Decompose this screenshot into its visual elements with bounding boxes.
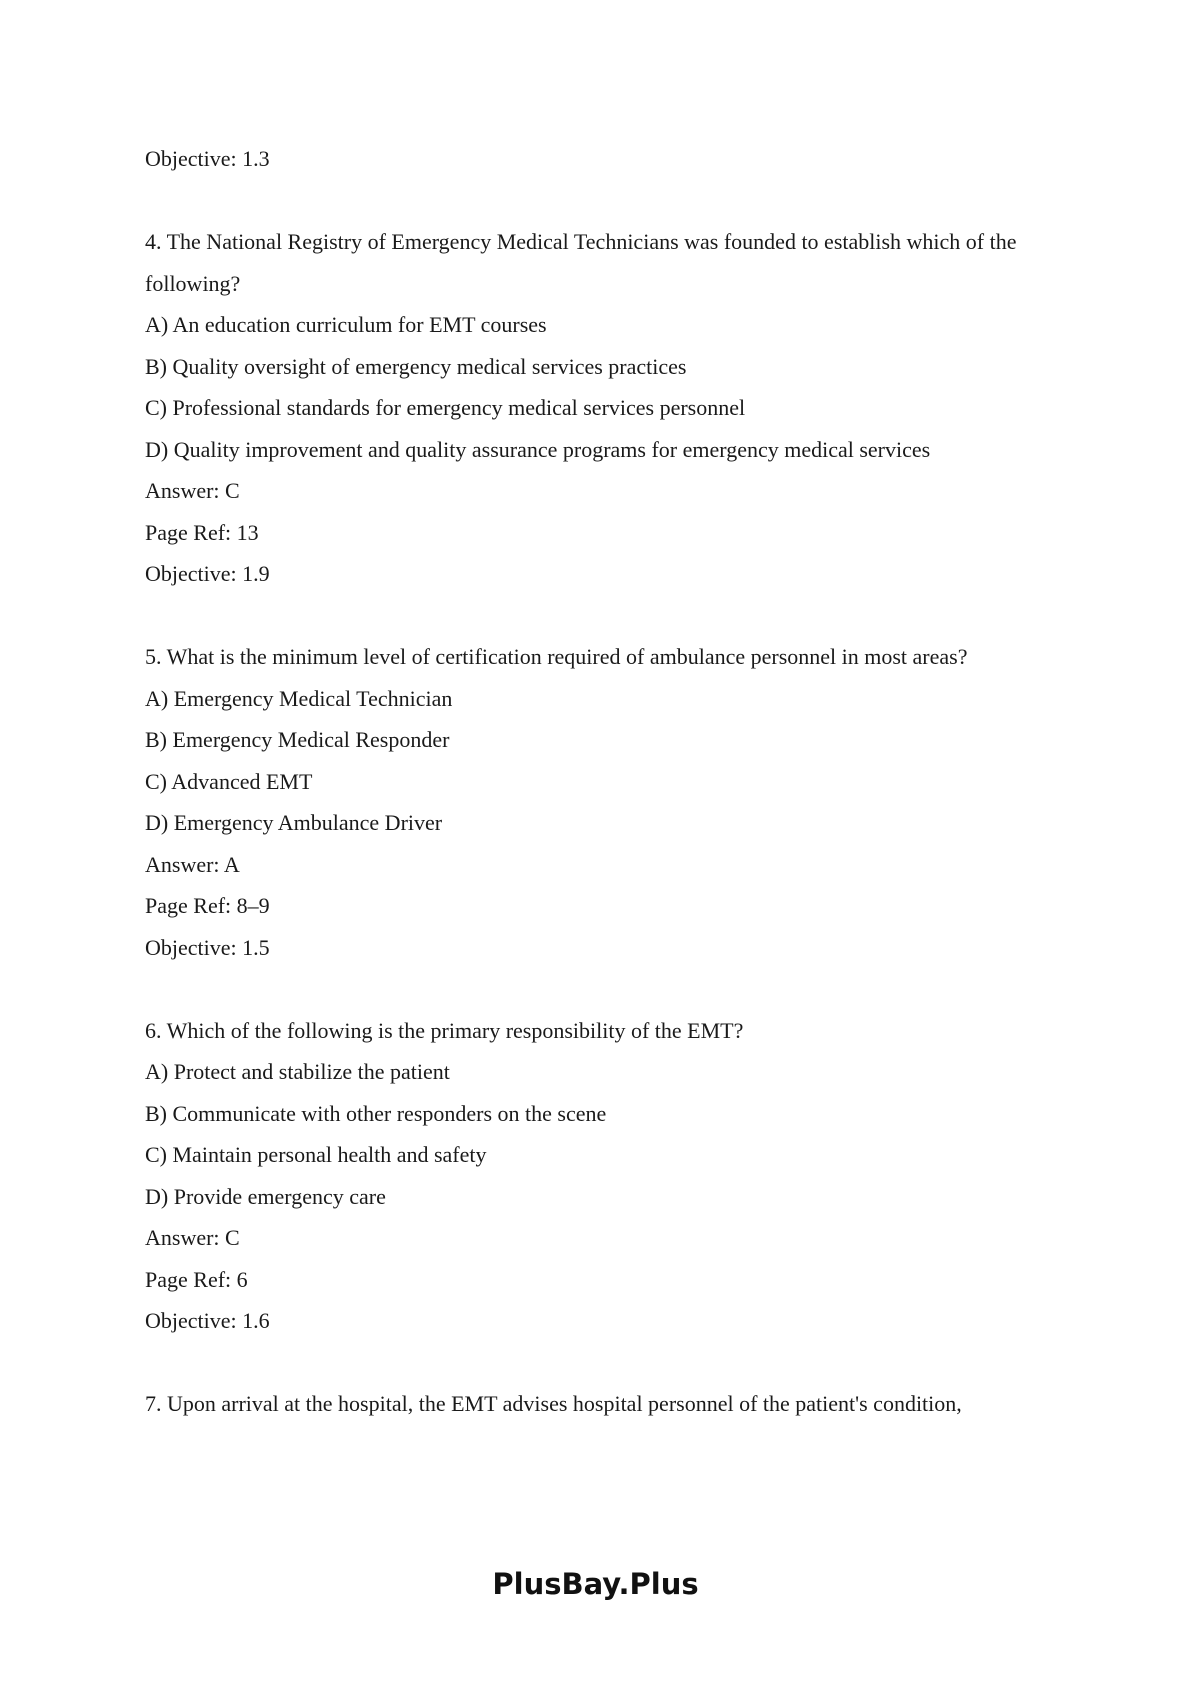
answer-option: C) Maintain personal health and safety [145, 1142, 487, 1167]
answer-option: B) Communicate with other responders on the scene [145, 1100, 607, 1126]
page-reference: Page Ref: 13 [145, 519, 259, 545]
previous-objective: Objective: 1.3 [145, 146, 270, 171]
question-text: 6. Which of the following is the primary responsibility of the EMT? [145, 1017, 744, 1043]
next-question-text: 7. Upon arrival at the hospital, the EMT advises hospital personnel of the patient's condition, [145, 1391, 962, 1416]
answer-key: Answer: C [145, 1225, 240, 1250]
objective: Objective: 1.5 [145, 934, 270, 960]
question-block [145, 221, 1080, 595]
question-block [145, 1010, 1080, 1342]
objective: Objective: 1.9 [145, 561, 270, 586]
answer-option: C) Professional standards for emergency medical services personnel [145, 395, 746, 420]
page-reference: Page Ref: 8–9 [145, 893, 270, 918]
answer-option: D) Provide emergency care [145, 1183, 386, 1209]
footer-watermark: PlusBay.Plus [492, 1567, 699, 1601]
answer-option: A) An education curriculum for EMT courses [145, 312, 547, 337]
question-text: 5. What is the minimum level of certification required of ambulance personnel in most areas? [145, 644, 968, 669]
answer-option: B) Quality oversight of emergency medical services practices [145, 353, 687, 379]
question-text: 4. The National Registry of Emergency Medical Technicians was founded to establish which of the following? [145, 229, 1017, 296]
objective: Objective: 1.6 [145, 1308, 270, 1333]
answer-key: Answer: A [145, 851, 240, 877]
answer-key: Answer: C [145, 478, 240, 503]
answer-option: C) Advanced EMT [145, 768, 313, 794]
answer-option: B) Emergency Medical Responder [145, 727, 450, 752]
question-block [145, 636, 1080, 968]
answer-option: A) Emergency Medical Technician [145, 685, 453, 711]
answer-option: D) Quality improvement and quality assurance programs for emergency medical services [145, 436, 931, 462]
answer-option: A) Protect and stabilize the patient [145, 1059, 450, 1084]
page-reference: Page Ref: 6 [145, 1266, 248, 1292]
page-content [145, 138, 1080, 1425]
answer-option: D) Emergency Ambulance Driver [145, 810, 443, 835]
